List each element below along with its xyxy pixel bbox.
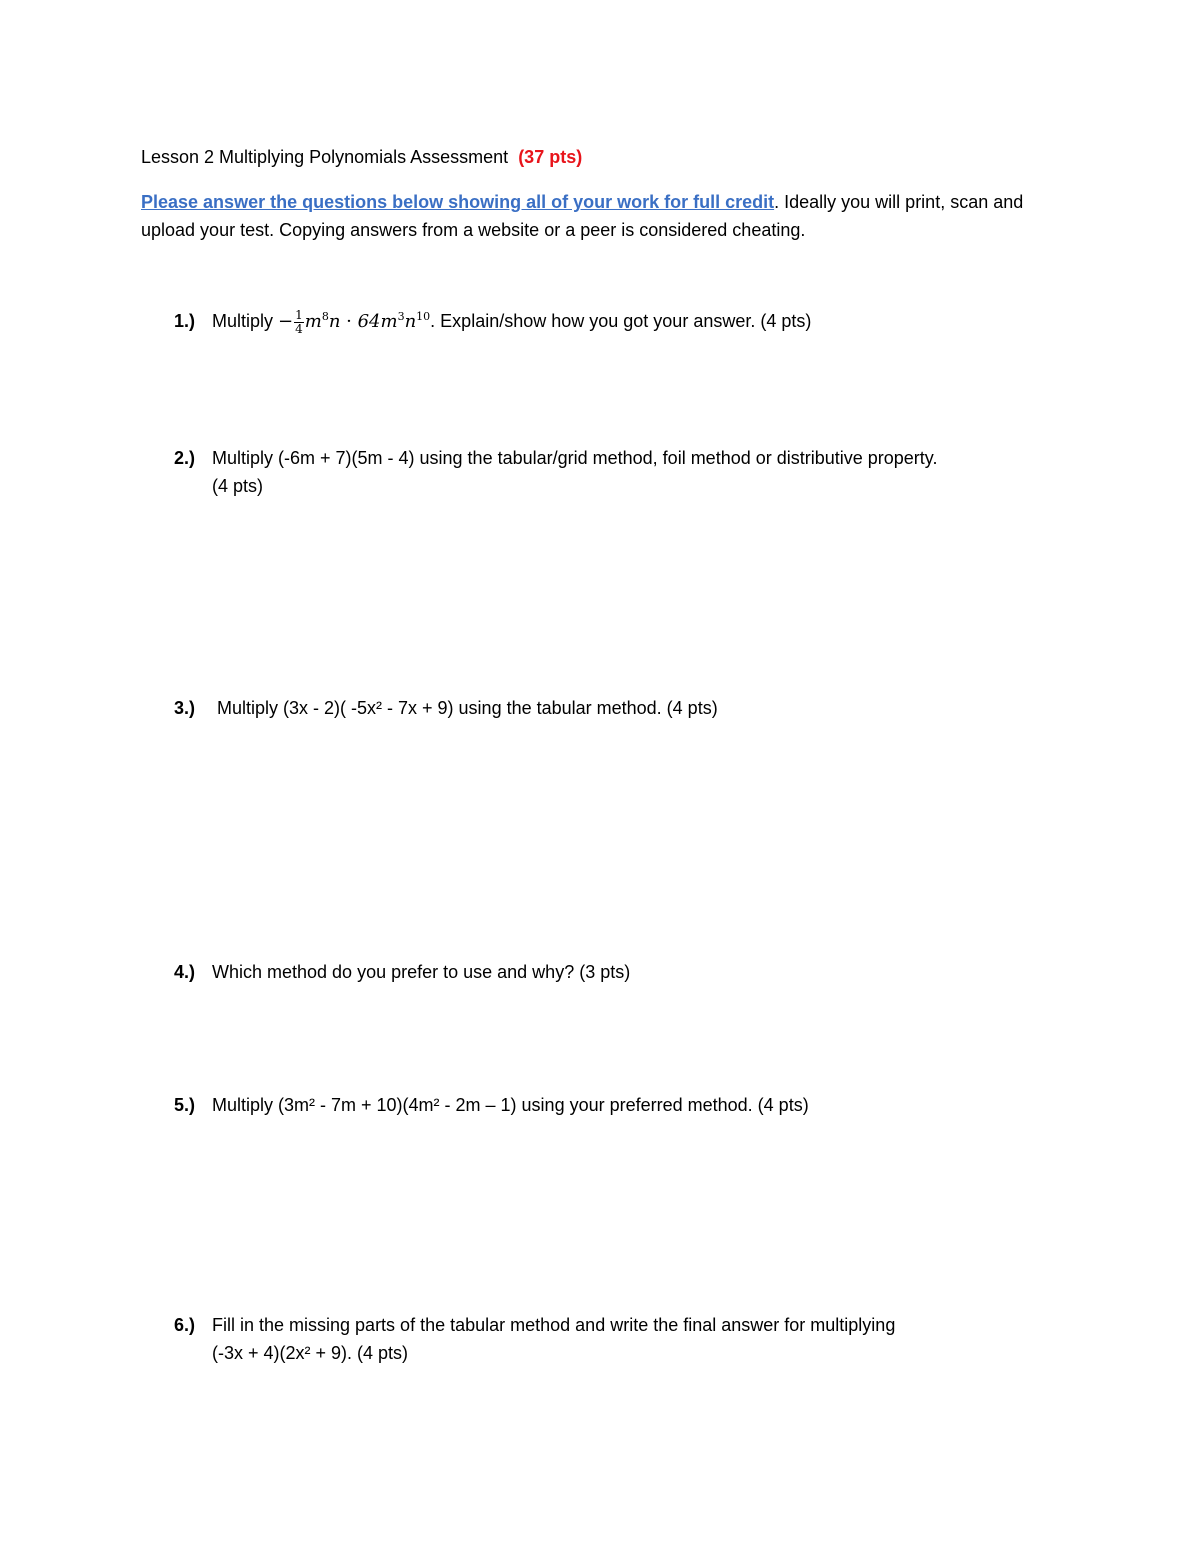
question-4 xyxy=(174,958,630,986)
question-3 xyxy=(174,694,718,722)
question-continuation: (-3x + 4)(2x² + 9). (4 pts) xyxy=(212,1343,409,1363)
question-number: 5.) xyxy=(174,1095,196,1115)
question-suffix: . Explain/show how you got your answer. (4 pts) xyxy=(430,311,812,331)
question-number: 2.) xyxy=(174,448,196,468)
title-text: Lesson 2 Multiplying Polynomials Assessment xyxy=(141,147,509,167)
question-text: Multiply (3x - 2)( -5x² - 7x + 9) using the tabular method. (4 pts) xyxy=(212,698,718,718)
question-number: 4.) xyxy=(174,962,196,982)
question-number: 1.) xyxy=(174,311,196,331)
question-prefix: Multiply xyxy=(212,311,279,331)
assessment-title xyxy=(141,145,582,169)
question-text: Fill in the missing parts of the tabular method and write the final answer for multiplying xyxy=(212,1315,896,1335)
question-continuation: (4 pts) xyxy=(212,476,264,496)
question-number: 3.) xyxy=(174,698,196,718)
question-text: Multiply (-6m + 7)(5m - 4) using the tabular/grid method, foil method or distributive property. xyxy=(212,448,938,468)
instructions-rest: . Ideally you will print, scan and upload your test. Copying answers from a website or a peer is considered cheating. xyxy=(141,192,1024,240)
question-6 xyxy=(174,1311,895,1367)
question-number: 6.) xyxy=(174,1315,196,1335)
question-2 xyxy=(174,444,937,500)
question-5 xyxy=(174,1091,809,1119)
question-1 xyxy=(174,307,811,336)
instructions-paragraph xyxy=(141,188,1061,244)
math-expression: − $\frac{1}{4}$ $m^8n \cdot 64m^3n^{10}$ xyxy=(278,307,431,336)
total-points: (37 pts) xyxy=(518,147,583,167)
question-text: Multiply (3m² - 7m + 10)(4m² - 2m – 1) using your preferred method. (4 pts) xyxy=(212,1095,809,1115)
question-text: Which method do you prefer to use and why? (3 pts) xyxy=(212,962,631,982)
fraction: $\frac{1}{4}$ xyxy=(295,307,303,336)
instructions-emphasis: Please answer the questions below showing all of your work for full credit xyxy=(141,192,775,212)
